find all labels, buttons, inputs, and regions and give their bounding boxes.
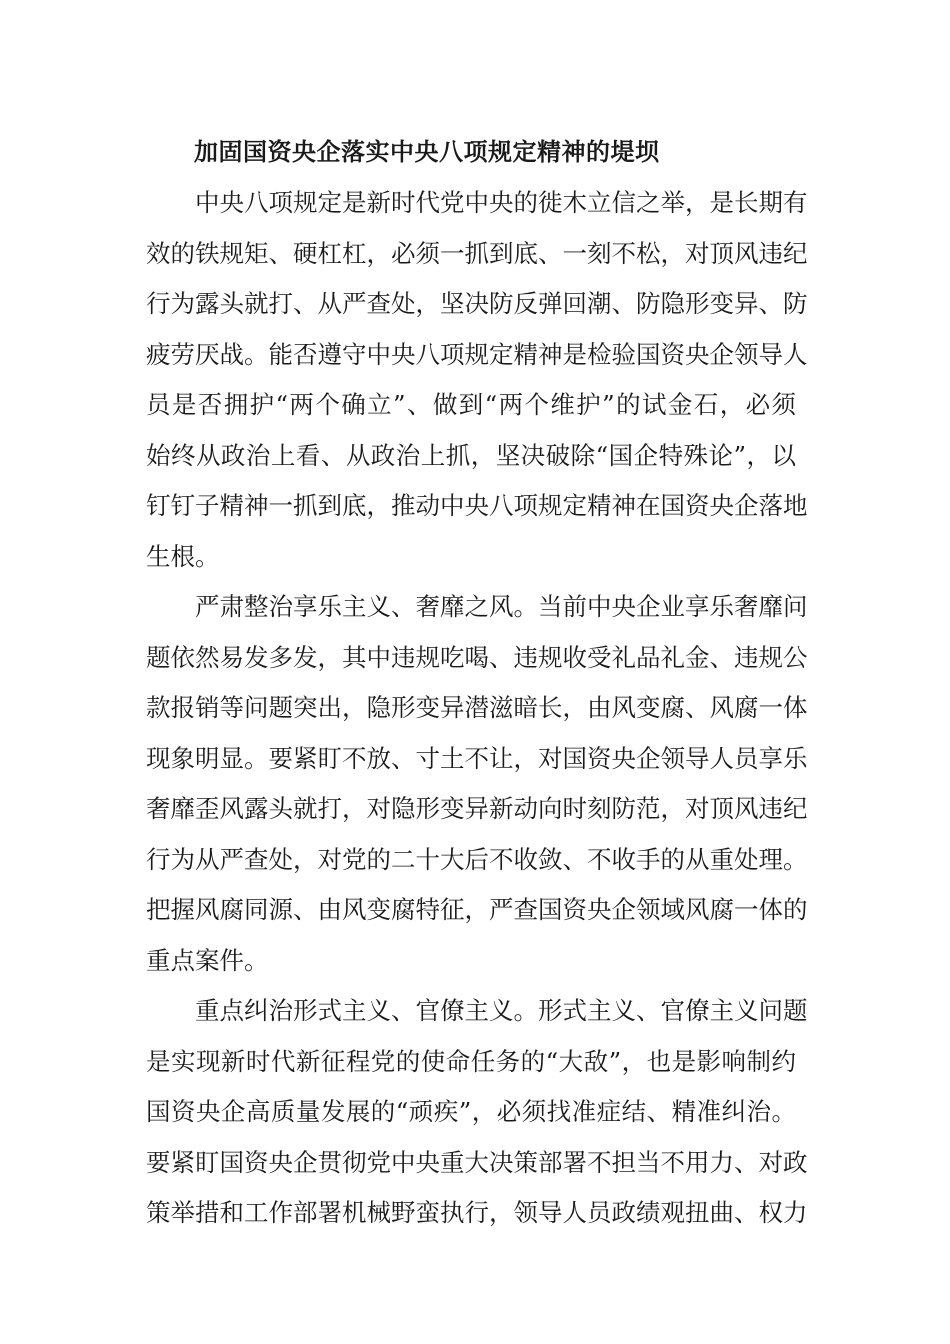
text-line: 款报销等问题突出，隐形变异潜滋暗长，由风变腐、风腐一体: [146, 693, 808, 722]
text-line: 题依然易发多发，其中违规吃喝、违规收受礼品礼金、违规公: [146, 642, 808, 672]
text-line: 疲劳厌战。能否遵守中央八项规定精神是检验国资央企领导人: [146, 339, 808, 369]
text-line: 要紧盯国资央企贯彻党中央重大决策部署不担当不用力、对政: [146, 1147, 808, 1177]
text-line: 行为露头就打、从严查处，坚决防反弹回潮、防隐形变异、防: [146, 289, 808, 318]
document-title: 加固国资央企落实中央八项规定精神的堤坝: [194, 137, 660, 166]
paragraph-3: [146, 986, 808, 1239]
text-line: 生根。: [146, 541, 220, 571]
text-line: 奢靡歪风露头就打，对隐形变异新动向时刻防范，对顶风违纪: [146, 794, 808, 823]
text-line: 行为从严查处，对党的二十大后不收敛、不收手的从重处理。: [146, 844, 808, 874]
text-line: 现象明显。要紧盯不放、寸土不让，对国资央企领导人员享乐: [146, 743, 808, 773]
text-line: 员是否拥护“两个确立”、做到“两个维护”的试金石，必须: [146, 390, 796, 419]
text-line: 把握风腐同源、由风变腐特征，严查国资央企领域风腐一体的: [146, 895, 808, 924]
text-line: 重点案件。: [146, 945, 269, 975]
text-line: 中央八项规定是新时代党中央的徙木立信之举，是长期有: [195, 188, 808, 217]
text-line: 严肃整治享乐主义、奢靡之风。当前中央企业享乐奢靡问: [195, 592, 808, 621]
text-line: 始终从政治上看、从政治上抓，坚决破除“国企特殊论”，以: [146, 440, 796, 470]
text-line: 国资央企高质量发展的“顽疾”，必须找准症结、精准纠治。: [146, 1097, 796, 1126]
text-line: 钉钉子精神一抓到底，推动中央八项规定精神在国资央企落地: [146, 491, 808, 520]
text-line: 策举措和工作部署机械野蛮执行，领导人员政绩观扭曲、权力: [146, 1198, 808, 1227]
paragraph-2: [146, 582, 808, 986]
text-line: 效的铁规矩、硬杠杠，必须一抓到底、一刻不松，对顶风违纪: [146, 238, 808, 268]
paragraph-1: [146, 178, 808, 582]
document-body: [146, 126, 808, 1239]
text-line: 是实现新时代新征程党的使命任务的“大敌”，也是影响制约: [146, 1046, 796, 1076]
text-line: 重点纠治形式主义、官僚主义。形式主义、官僚主义问题: [195, 996, 808, 1025]
